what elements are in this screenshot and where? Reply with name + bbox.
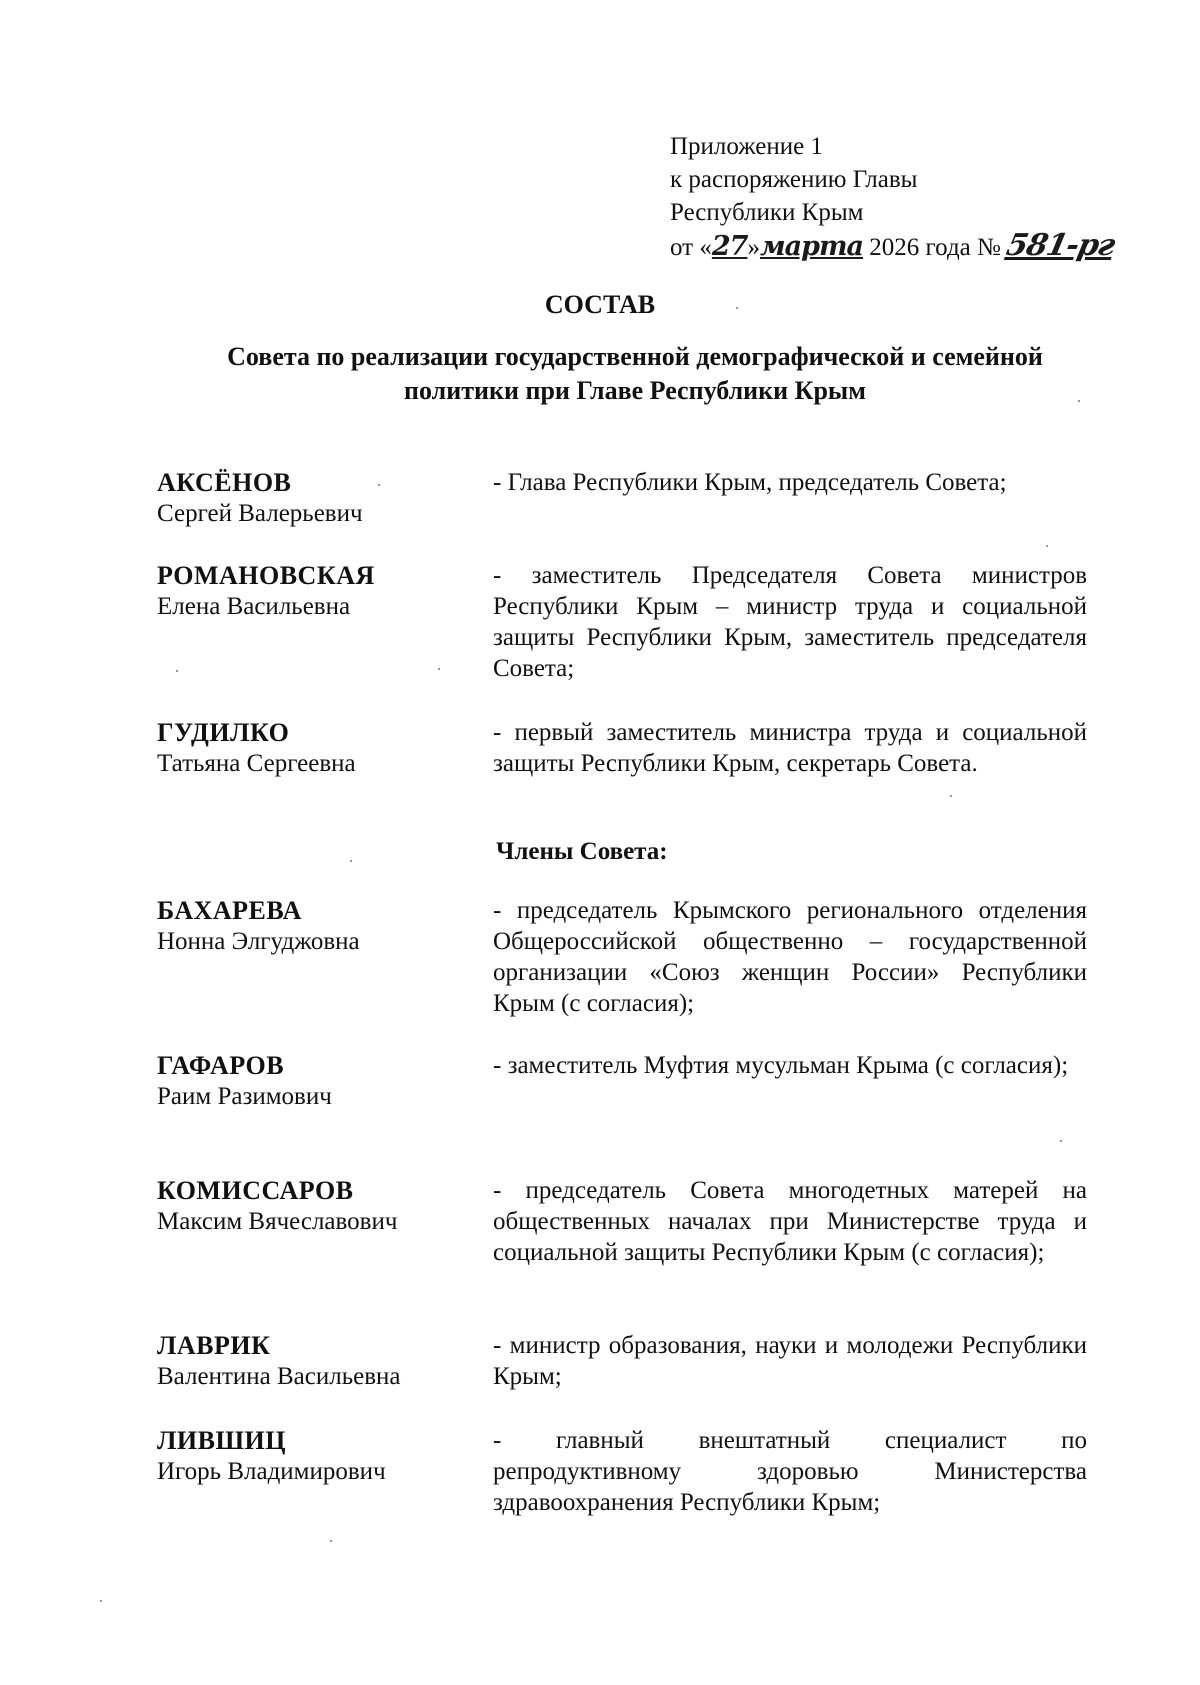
member-role: - заместитель Муфтия мусульман Крыма (с согласия); [493,1052,1069,1079]
appendix-header [670,130,1118,264]
member-surname: ЛИВШИЦ [157,1426,286,1455]
member-role: - первый заместитель министра труда и социальной защиты Республики Крым, секретарь Совета. [493,719,1087,777]
member-role: - главный внештатный специалист по репродуктивному здоровью Министерства здравоохранения Республики Крым; [493,1427,1087,1516]
handwritten-month: марта [759,231,864,262]
scan-speck [350,860,352,862]
appendix-date-line [670,228,1118,264]
member-surname: ГАФАРОВ [157,1051,285,1080]
scan-speck [378,484,380,486]
scan-speck [950,795,952,797]
subtitle-line-2: политики при Главе Республики Крым [404,376,866,405]
scan-speck [438,668,440,670]
scan-speck [1078,400,1080,402]
member-given-name: Раим Разимович [157,1083,332,1110]
appendix-line-1: Приложение 1 [670,133,823,160]
scan-speck [176,670,178,672]
date-mid: » [747,234,760,261]
scan-speck [1046,545,1048,547]
document-title: СОСТАВ [544,290,656,319]
member-given-name: Максим Вячеславович [157,1208,398,1235]
scan-speck [330,1540,332,1542]
member-surname: КОМИССАРОВ [157,1176,354,1205]
handwritten-day: 27 [711,231,748,262]
member-given-name: Татьяна Сергеевна [157,750,356,777]
member-given-name: Валентина Васильевна [157,1363,401,1390]
members-heading: Члены Совета: [496,838,668,865]
member-surname: ГУДИЛКО [157,718,290,747]
date-year: 2026 года № [863,234,1008,261]
member-given-name: Игорь Владимирович [157,1458,386,1485]
member-surname: РОМАНОВСКАЯ [157,561,375,590]
member-given-name: Сергей Валерьевич [157,500,363,527]
member-surname: ЛАВРИК [157,1331,271,1360]
member-given-name: Нонна Элгуджовна [157,928,360,955]
date-prefix: от « [670,234,712,261]
member-role: - председатель Совета многодетных матерей на общественных началах при Министерстве труда и социальной защиты Республики Крым (с согласия); [493,1177,1087,1266]
member-surname: АКСЁНОВ [157,468,292,497]
member-role: - министр образования, науки и молодежи Республики Крым; [493,1332,1087,1390]
subtitle-line-1: Совета по реализации государственной демографической и семейной [227,342,1043,371]
appendix-line-3: Республики Крым [670,199,864,226]
appendix-line-2: к распоряжению Главы [670,166,918,193]
member-given-name: Елена Васильевна [157,593,351,620]
handwritten-order-number: 581-рг [1003,228,1118,263]
member-surname: БАХАРЕВА [157,896,302,925]
member-role: - заместитель Председателя Совета министров Республики Крым – министр труда и социальной защиты Республики Крым, заместитель председателя Совета; [493,562,1087,682]
member-role: - Глава Республики Крым, председатель Совета; [493,469,1007,496]
scan-speck [100,1600,102,1602]
document-subtitle [175,340,1095,408]
scan-speck [1060,1140,1062,1142]
member-role: - председатель Крымского регионального отделения Общероссийской общественно – государственной организации «Союз женщин России» Республики Крым (с согласия); [493,897,1087,1017]
scan-speck [736,307,738,309]
